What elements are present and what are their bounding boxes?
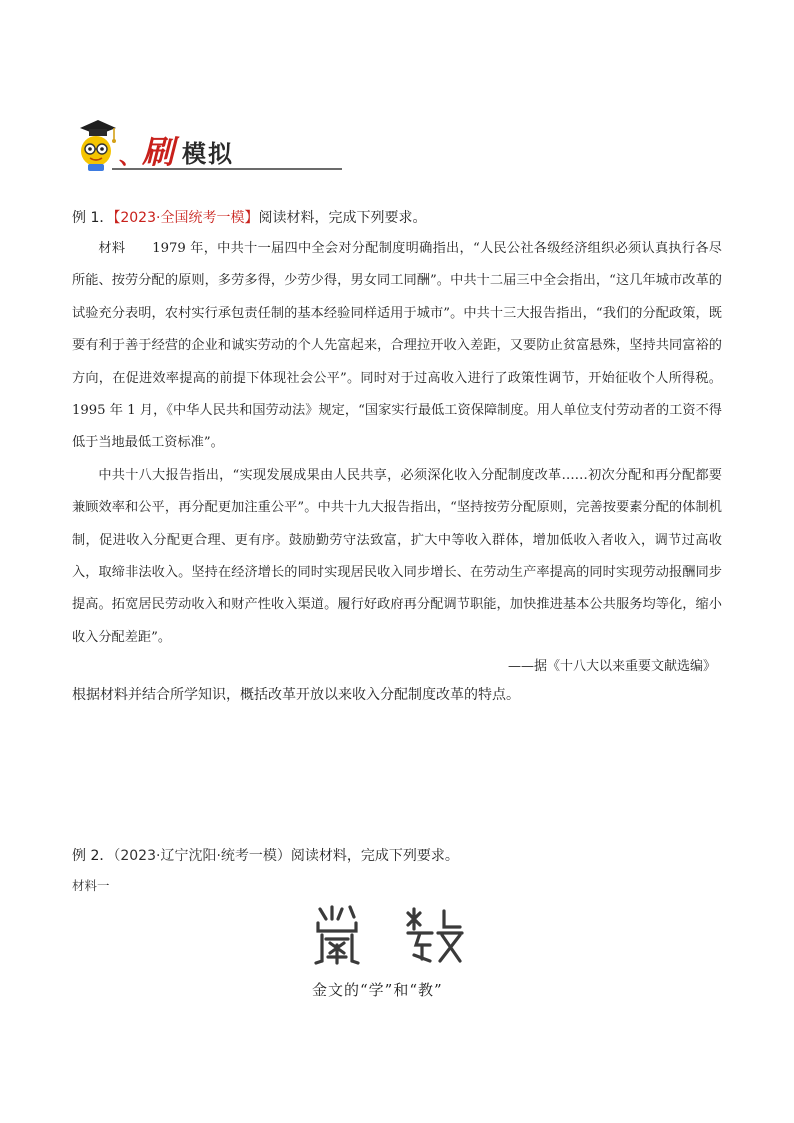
bronze-script-xue-icon xyxy=(312,905,362,967)
section-header xyxy=(74,118,270,174)
example-2-number: 例 2． xyxy=(72,848,114,864)
example-1-title xyxy=(72,207,426,227)
material-source: ——据《十八大以来重要文献选编》 xyxy=(507,659,716,674)
header-title: 模拟 xyxy=(182,139,234,168)
example-1-source: 【2023·全国统考一模】 xyxy=(113,210,259,226)
example-1-question: 根据材料并结合所学知识，概括改革开放以来收入分配制度改革的特点。 xyxy=(72,687,520,703)
bronze-inscription-figure xyxy=(300,905,500,1005)
material-paragraph-1: 材料 1979 年，中共十一届四中全会对分配制度明确指出，“人民公社各级经济组织必须认真执行各尽所能、按劳分配的原则，多劳多得，少劳少得，男女同工同酬”。中共十二届三中全会指出，“这几年城市改革的试验充分表明，农村实行承包责任制的基本经验同样适用于城市”。中共十三大报告指出，“我们的分配政策，既要有利于善于经营的企业和诚实劳动的个人先富起来，合理拉开收入差距，又要防止贫富悬殊，坚持共同富裕的方向，在促进效率提高的前提下体现社会公平”。同时对于过高收入进行了政策性调节，开始征收个人所得税。1995 年 1 月，《中华人民共和国劳动法》规定，“国家实行最低工资保障制度。用人单位支付劳动者的工资不得低于当地最低工资标准”。 xyxy=(72,241,722,451)
example-1-instruction: 阅读材料，完成下列要求。 xyxy=(258,210,427,226)
bronze-script-jiao-icon xyxy=(404,905,466,967)
header-title-red: 刷 xyxy=(142,133,175,171)
material-one-label: 材料一 xyxy=(72,878,110,893)
example-2-title xyxy=(72,845,459,865)
header-mark: 、 xyxy=(119,145,142,170)
example-2-instruction: 阅读材料，完成下列要求。 xyxy=(290,848,459,864)
example-1-number: 例 1． xyxy=(72,210,114,226)
figure-caption: 金文的“学”和“教” xyxy=(312,981,443,999)
header-underline xyxy=(112,168,342,170)
material-paragraph-2: 中共十八大报告指出，“实现发展成果由人民共享，必须深化收入分配制度改革……初次分配和再分配都要兼顾效率和公平，再分配更加注重公平”。中共十九大报告指出，“坚持按劳分配原则，完善按要素分配的体制机制，促进收入分配更合理、更有序。鼓励勤劳守法致富，扩大中等收入群体，增加低收入者收入，调节过高收入，取缔非法收入。坚持在经济增长的同时实现居民收入同步增长、在劳动生产率提高的同时实现劳动报酬同步提高。拓宽居民劳动收入和财产性收入渠道。履行好政府再分配调节职能，加快推进基本公共服务均等化，缩小收入分配差距”。 xyxy=(72,467,722,645)
example-2-source: （2023·辽宁沈阳·统考一模） xyxy=(113,848,291,864)
graduate-mascot-icon xyxy=(74,118,118,172)
example-1-material xyxy=(72,233,722,654)
